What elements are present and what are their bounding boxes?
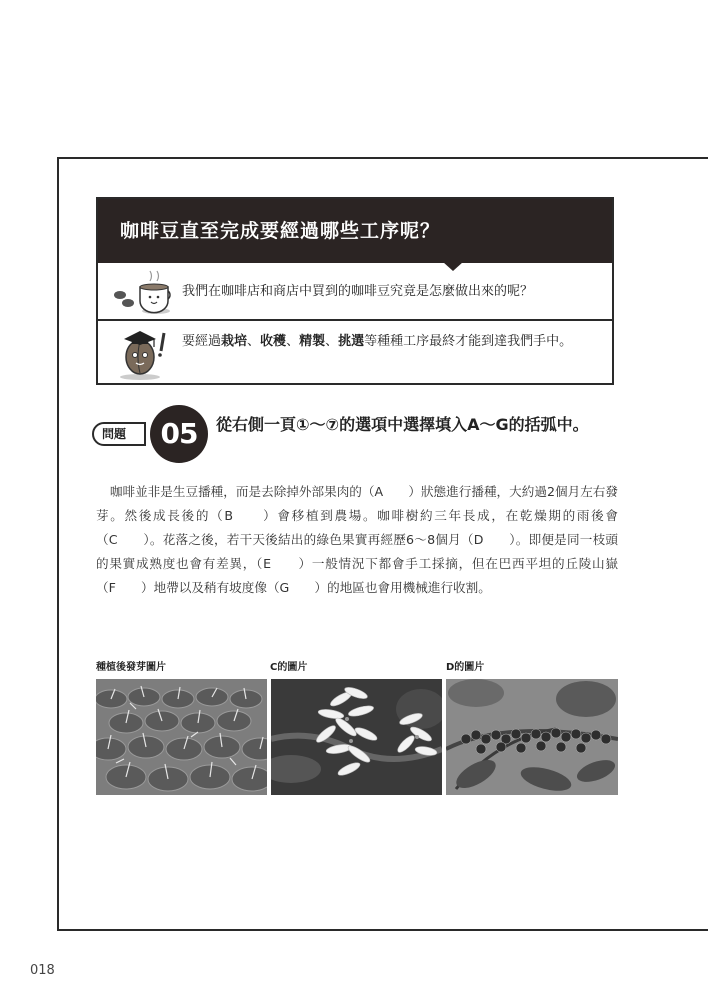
caption-sprout: 種植後發芽圖片 [96, 662, 166, 673]
flower-photo [271, 679, 442, 795]
text-segment: 、 [247, 334, 261, 349]
keyword-select: 挑選 [338, 334, 365, 349]
question-line-1: 我們在咖啡店和商店中買到的咖啡豆究竟是怎麼做出來的呢？ [182, 284, 534, 299]
caption-d: D的圖片 [446, 662, 485, 673]
question-line-2 [182, 332, 592, 352]
caption-c: C的圖片 [270, 662, 308, 673]
page-number: 018 [30, 963, 55, 978]
keyword-cultivation: 栽培 [221, 334, 248, 349]
question-box [96, 197, 614, 385]
question-row-1 [98, 263, 612, 321]
coffee-cup-icon [110, 267, 174, 317]
question-title: 咖啡豆直至完成要經過哪些工序呢？ [98, 199, 612, 263]
problem-tag: 問題 [92, 422, 146, 446]
text-segment: 要經過 [182, 334, 222, 349]
keyword-refine: 精製 [299, 334, 326, 349]
keyword-harvest: 收穫 [260, 334, 287, 349]
text-segment: 等種種工序最終才能到達我們手中。 [364, 334, 573, 349]
question-row-2 [98, 323, 612, 383]
graduate-bean-icon [110, 327, 174, 381]
text-segment: 、 [325, 334, 339, 349]
body-paragraph [96, 480, 618, 600]
problem-number-badge: 05 [150, 405, 208, 463]
problem-heading: 從右側一頁①～⑦的選項中選擇填入A～G的括弧中。 [216, 415, 589, 434]
sprout-photo [96, 679, 267, 795]
body-text: 咖啡並非是生豆播種，而是去除掉外部果肉的（A ）狀態進行播種，大約過2個月左右發芽。然後成長後的（B ）會移植到農場。咖啡樹約三年長成，在乾燥期的雨後會（C ）。花落之後，若干天後結出的綠色果實再經歷6～8個月（D ）。即便是同一枝頭的果實成熟度也會有差異，（E ）一般情況下都會手工採摘，但在巴西平坦的丘陵山嶽（F ）地帶以及稍有坡度像（G ）的地區也會用機械進行收割。 [96, 484, 618, 595]
text-segment: 、 [286, 334, 300, 349]
cherry-photo [446, 679, 618, 795]
